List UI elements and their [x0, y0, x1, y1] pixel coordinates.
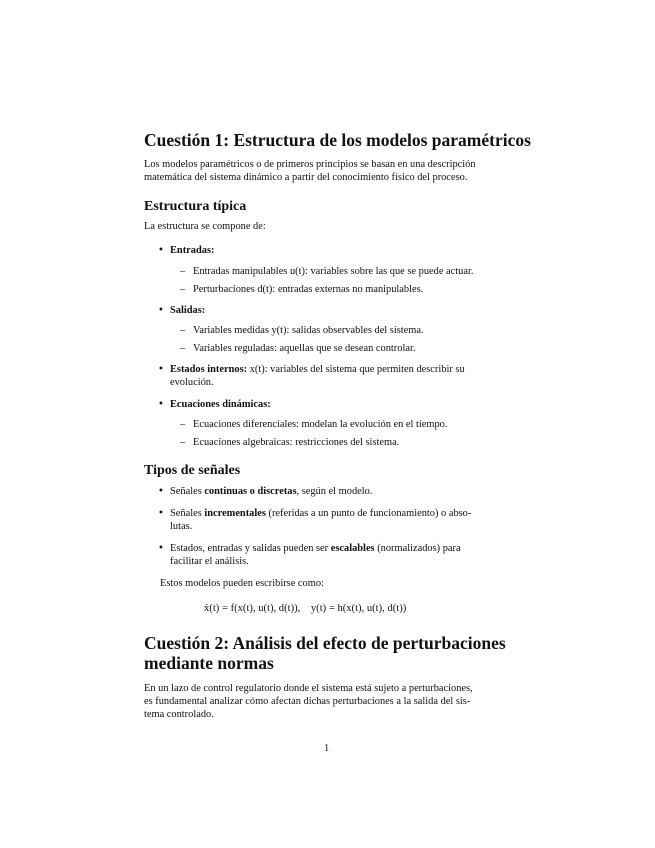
entradas-item-2: Perturbaciones d(t): entradas externas no manipulables. [193, 284, 424, 295]
estructura-intro: La estructura se compone de: [144, 221, 266, 232]
estados-line1: Estados internos: x(t): variables del sistema que permiten describir su [170, 364, 465, 375]
senales-item-3-line2: facilitar el análisis. [170, 556, 249, 567]
ecuaciones-label: Ecuaciones dinámicas: [170, 399, 271, 410]
section2-title-line1: Cuestión 2: Análisis del efecto de perturbaciones [144, 633, 506, 653]
entradas-label: Entradas: [170, 245, 215, 256]
bullet-icon: • [158, 364, 164, 375]
dash-icon: – [180, 325, 186, 336]
section2-title-line2: mediante normas [144, 653, 274, 673]
subsection-senales-title: Tipos de señales [144, 463, 241, 478]
estados-line2: evolución. [170, 377, 214, 388]
page-number: 1 [324, 743, 330, 754]
bullet-icon: • [158, 305, 164, 316]
bullet-icon: • [158, 486, 164, 497]
section1-intro-line1: Los modelos paramétricos o de primeros principios se basan en una descripción [144, 159, 476, 170]
bullet-icon: • [158, 399, 164, 410]
section1-title: Cuestión 1: Estructura de los modelos paramétricos [144, 130, 531, 150]
section2-intro-line2: es fundamental analizar cómo afectan dichas perturbaciones a la salida del sis- [144, 696, 471, 707]
bullet-icon: • [158, 245, 164, 256]
ecuaciones-item-2: Ecuaciones algebraicas: restricciones del sistema. [193, 437, 400, 448]
ecuaciones-item-1: Ecuaciones diferenciales: modelan la evolución en el tiempo. [193, 419, 448, 430]
section2-intro-line1: En un lazo de control regulatorio donde el sistema está sujeto a perturbaciones, [144, 683, 473, 694]
dash-icon: – [180, 437, 186, 448]
dash-icon: – [180, 284, 186, 295]
section1-intro-line2: matemática del sistema dinámico a partir del conocimiento físico del proceso. [144, 172, 468, 183]
senales-item-1: Señales continuas o discretas, según el modelo. [170, 486, 373, 497]
senales-item-2-line1: Señales incrementales (referidas a un punto de funcionamiento) o abso- [170, 508, 472, 519]
senales-item-3-line1: Estados, entradas y salidas pueden ser escalables (normalizados) para [170, 543, 461, 554]
salidas-label: Salidas: [170, 305, 206, 316]
dash-icon: – [180, 343, 186, 354]
bullet-icon: • [158, 508, 164, 519]
equation-intro: Estos modelos pueden escribirse como: [160, 578, 324, 589]
salidas-item-1: Variables medidas y(t): salidas observables del sistema. [193, 325, 424, 336]
section2-intro-line3: tema controlado. [144, 709, 214, 720]
dash-icon: – [180, 266, 186, 277]
equation: ẋ(t) = f(x(t), u(t), d(t)), y(t) = h(x(t), u(t), d(t)) [204, 603, 407, 614]
bullet-icon: • [158, 543, 164, 554]
dash-icon: – [180, 419, 186, 430]
entradas-item-1: Entradas manipulables u(t): variables sobre las que se puede actuar. [193, 266, 474, 277]
subsection-estructura-title: Estructura típica [144, 199, 247, 214]
salidas-item-2: Variables reguladas: aquellas que se desean controlar. [193, 343, 416, 354]
senales-item-2-line2: lutas. [170, 521, 193, 532]
